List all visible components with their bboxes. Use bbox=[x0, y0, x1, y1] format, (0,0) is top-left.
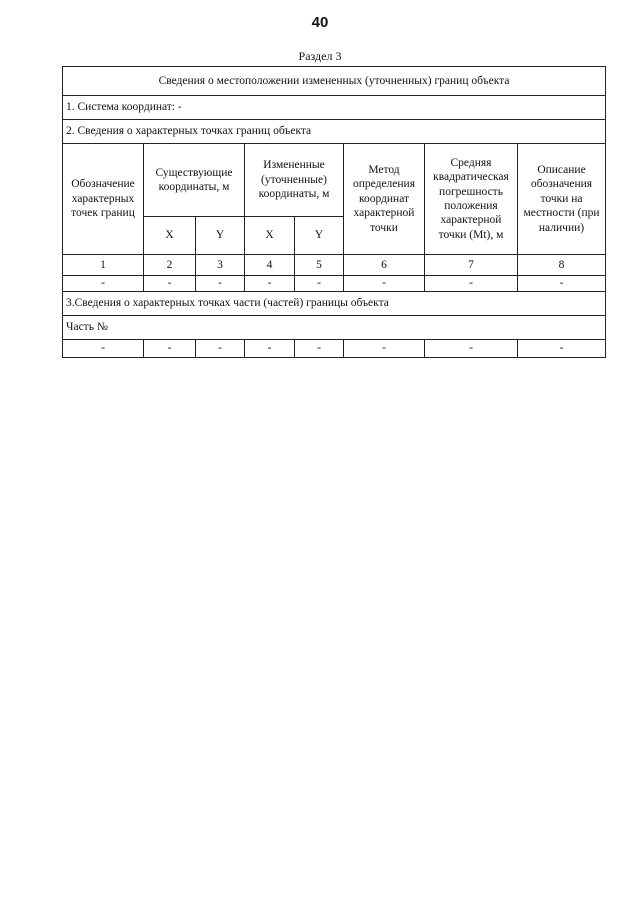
table-cell: - bbox=[245, 276, 295, 292]
table-title: Сведения о местоположении измененных (уточненных) границ объекта bbox=[63, 67, 606, 96]
column-number: 4 bbox=[245, 255, 295, 276]
column-number: 5 bbox=[295, 255, 344, 276]
coord-system-row: 1. Система координат: - bbox=[63, 96, 606, 120]
header-mean-error: Средняя квадратическая погрешность положения характерной точки (Mt), м bbox=[425, 144, 518, 255]
table-cell: - bbox=[196, 276, 245, 292]
table-cell: - bbox=[425, 276, 518, 292]
column-number: 3 bbox=[196, 255, 245, 276]
header-x-existing: X bbox=[144, 217, 196, 255]
column-number: 2 bbox=[144, 255, 196, 276]
table-cell: - bbox=[63, 340, 144, 358]
header-existing-coords: Существующие координаты, м bbox=[144, 144, 245, 217]
table-row bbox=[63, 276, 606, 292]
table-cell: - bbox=[425, 340, 518, 358]
table-cell: - bbox=[295, 276, 344, 292]
table-cell: - bbox=[344, 340, 425, 358]
column-number: 7 bbox=[425, 255, 518, 276]
page-number: 40 bbox=[311, 14, 329, 31]
points-section-header: 2. Сведения о характерных точках границ объекта bbox=[63, 120, 606, 144]
column-number: 1 bbox=[63, 255, 144, 276]
table-cell: - bbox=[518, 276, 606, 292]
header-point-designation: Обозначение характерных точек границ bbox=[63, 144, 144, 255]
column-number-row bbox=[63, 255, 606, 276]
table-cell: - bbox=[144, 276, 196, 292]
table-cell: - bbox=[245, 340, 295, 358]
table-row bbox=[63, 340, 606, 358]
table-cell: - bbox=[196, 340, 245, 358]
column-number: 8 bbox=[518, 255, 606, 276]
table-cell: - bbox=[144, 340, 196, 358]
header-method: Метод определения координат характерной точки bbox=[344, 144, 425, 255]
table-cell: - bbox=[295, 340, 344, 358]
parts-section-header: 3.Сведения о характерных точках части (частей) границы объекта bbox=[63, 292, 606, 316]
table-cell: - bbox=[63, 276, 144, 292]
part-number-row: Часть № bbox=[63, 316, 606, 340]
column-number: 6 bbox=[344, 255, 425, 276]
header-y-changed: Y bbox=[295, 217, 344, 255]
table-cell: - bbox=[344, 276, 425, 292]
header-y-existing: Y bbox=[196, 217, 245, 255]
section-title: Раздел 3 bbox=[298, 49, 342, 63]
header-description: Описание обозначения точки на местности (при наличии) bbox=[518, 144, 606, 255]
boundary-points-table bbox=[62, 66, 606, 358]
table-cell: - bbox=[518, 340, 606, 358]
header-x-changed: X bbox=[245, 217, 295, 255]
header-changed-coords: Измененные (уточненные) координаты, м bbox=[245, 144, 344, 217]
